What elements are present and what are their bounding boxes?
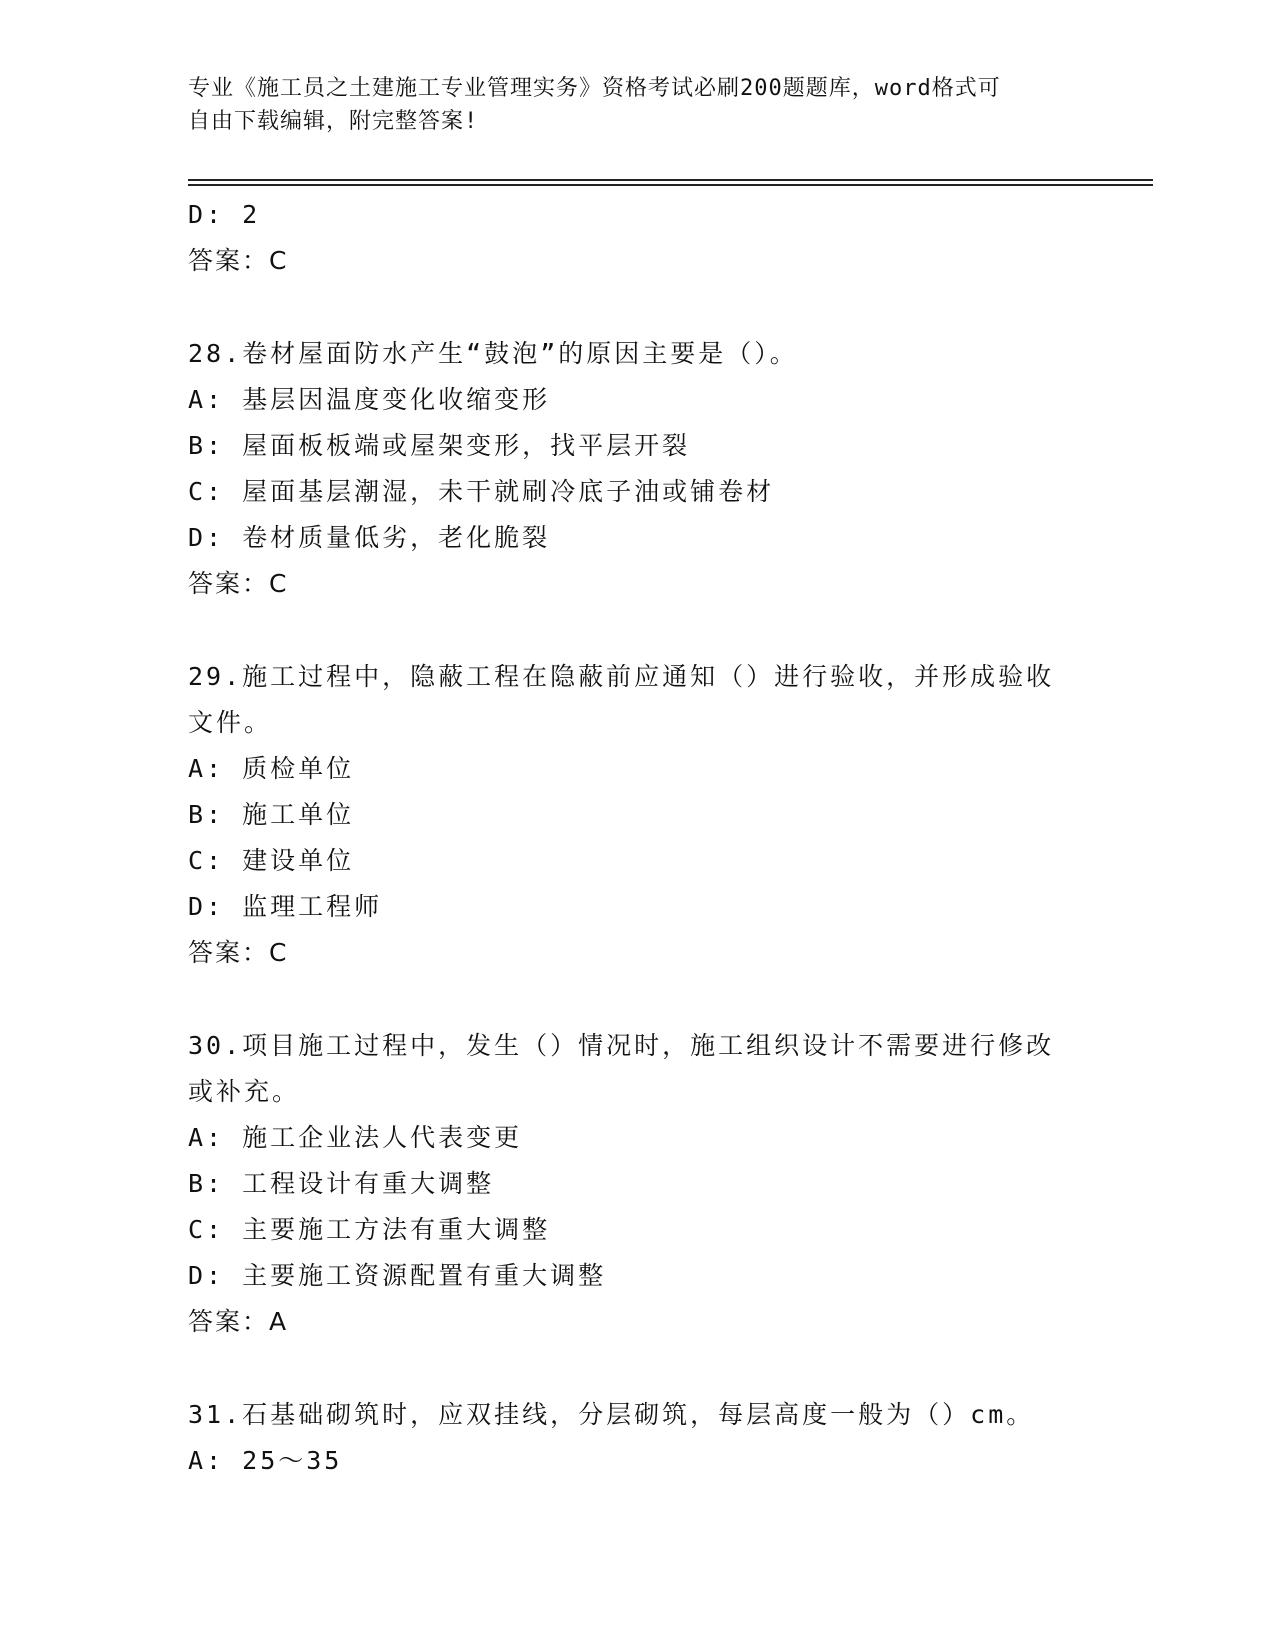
option-d: D: 监理工程师 bbox=[188, 892, 383, 921]
option-a: A: 25～35 bbox=[188, 1446, 343, 1475]
option-c: C: 建设单位 bbox=[188, 846, 355, 875]
header-line-1: 专业《施工员之土建施工专业管理实务》资格考试必刷200题题库，word格式可 bbox=[188, 76, 1001, 101]
option-d: D: 主要施工资源配置有重大调整 bbox=[188, 1261, 607, 1290]
question-stem: 30.项目施工过程中，发生（）情况时，施工组织设计不需要进行修改 bbox=[188, 1031, 1055, 1060]
option-a: A: 基层因温度变化收缩变形 bbox=[188, 385, 551, 414]
option-c: C: 屋面基层潮湿，未干就刷冷底子油或铺卷材 bbox=[188, 477, 775, 506]
document-header bbox=[188, 72, 1068, 138]
option-b: B: 屋面板板端或屋架变形，找平层开裂 bbox=[188, 431, 691, 460]
question-stem: 28.卷材屋面防水产生“鼓泡”的原因主要是（）。 bbox=[188, 339, 798, 368]
option-b: B: 施工单位 bbox=[188, 800, 355, 829]
spacer bbox=[188, 284, 1088, 331]
option-a: A: 质检单位 bbox=[188, 754, 355, 783]
option-b: B: 工程设计有重大调整 bbox=[188, 1169, 495, 1198]
question-28 bbox=[188, 331, 1088, 607]
prev-option-d: D: 2 bbox=[188, 200, 261, 229]
header-divider-bottom bbox=[188, 184, 1153, 186]
question-stem-continued: 文件。 bbox=[188, 708, 273, 737]
prev-answer: 答案：C bbox=[188, 246, 289, 275]
spacer bbox=[188, 1345, 1088, 1392]
option-c: C: 主要施工方法有重大调整 bbox=[188, 1215, 551, 1244]
question-stem: 29.施工过程中，隐蔽工程在隐蔽前应通知（）进行验收，并形成验收 bbox=[188, 662, 1055, 691]
spacer bbox=[188, 607, 1088, 654]
spacer bbox=[188, 976, 1088, 1023]
option-a: A: 施工企业法人代表变更 bbox=[188, 1123, 523, 1152]
question-stem: 31.石基础砌筑时，应双挂线，分层砌筑，每层高度一般为（）cm。 bbox=[188, 1400, 1035, 1429]
answer: 答案：C bbox=[188, 569, 289, 598]
answer: 答案：C bbox=[188, 938, 289, 967]
option-d: D: 卷材质量低劣，老化脆裂 bbox=[188, 523, 551, 552]
question-stem-continued: 或补充。 bbox=[188, 1077, 301, 1106]
answer: 答案：A bbox=[188, 1307, 289, 1336]
question-list bbox=[188, 192, 1088, 1484]
header-line-2: 自由下载编辑，附完整答案! bbox=[188, 109, 479, 134]
question-30 bbox=[188, 1023, 1088, 1345]
question-29 bbox=[188, 654, 1088, 976]
question-31 bbox=[188, 1392, 1088, 1484]
header-divider-top bbox=[188, 179, 1153, 181]
